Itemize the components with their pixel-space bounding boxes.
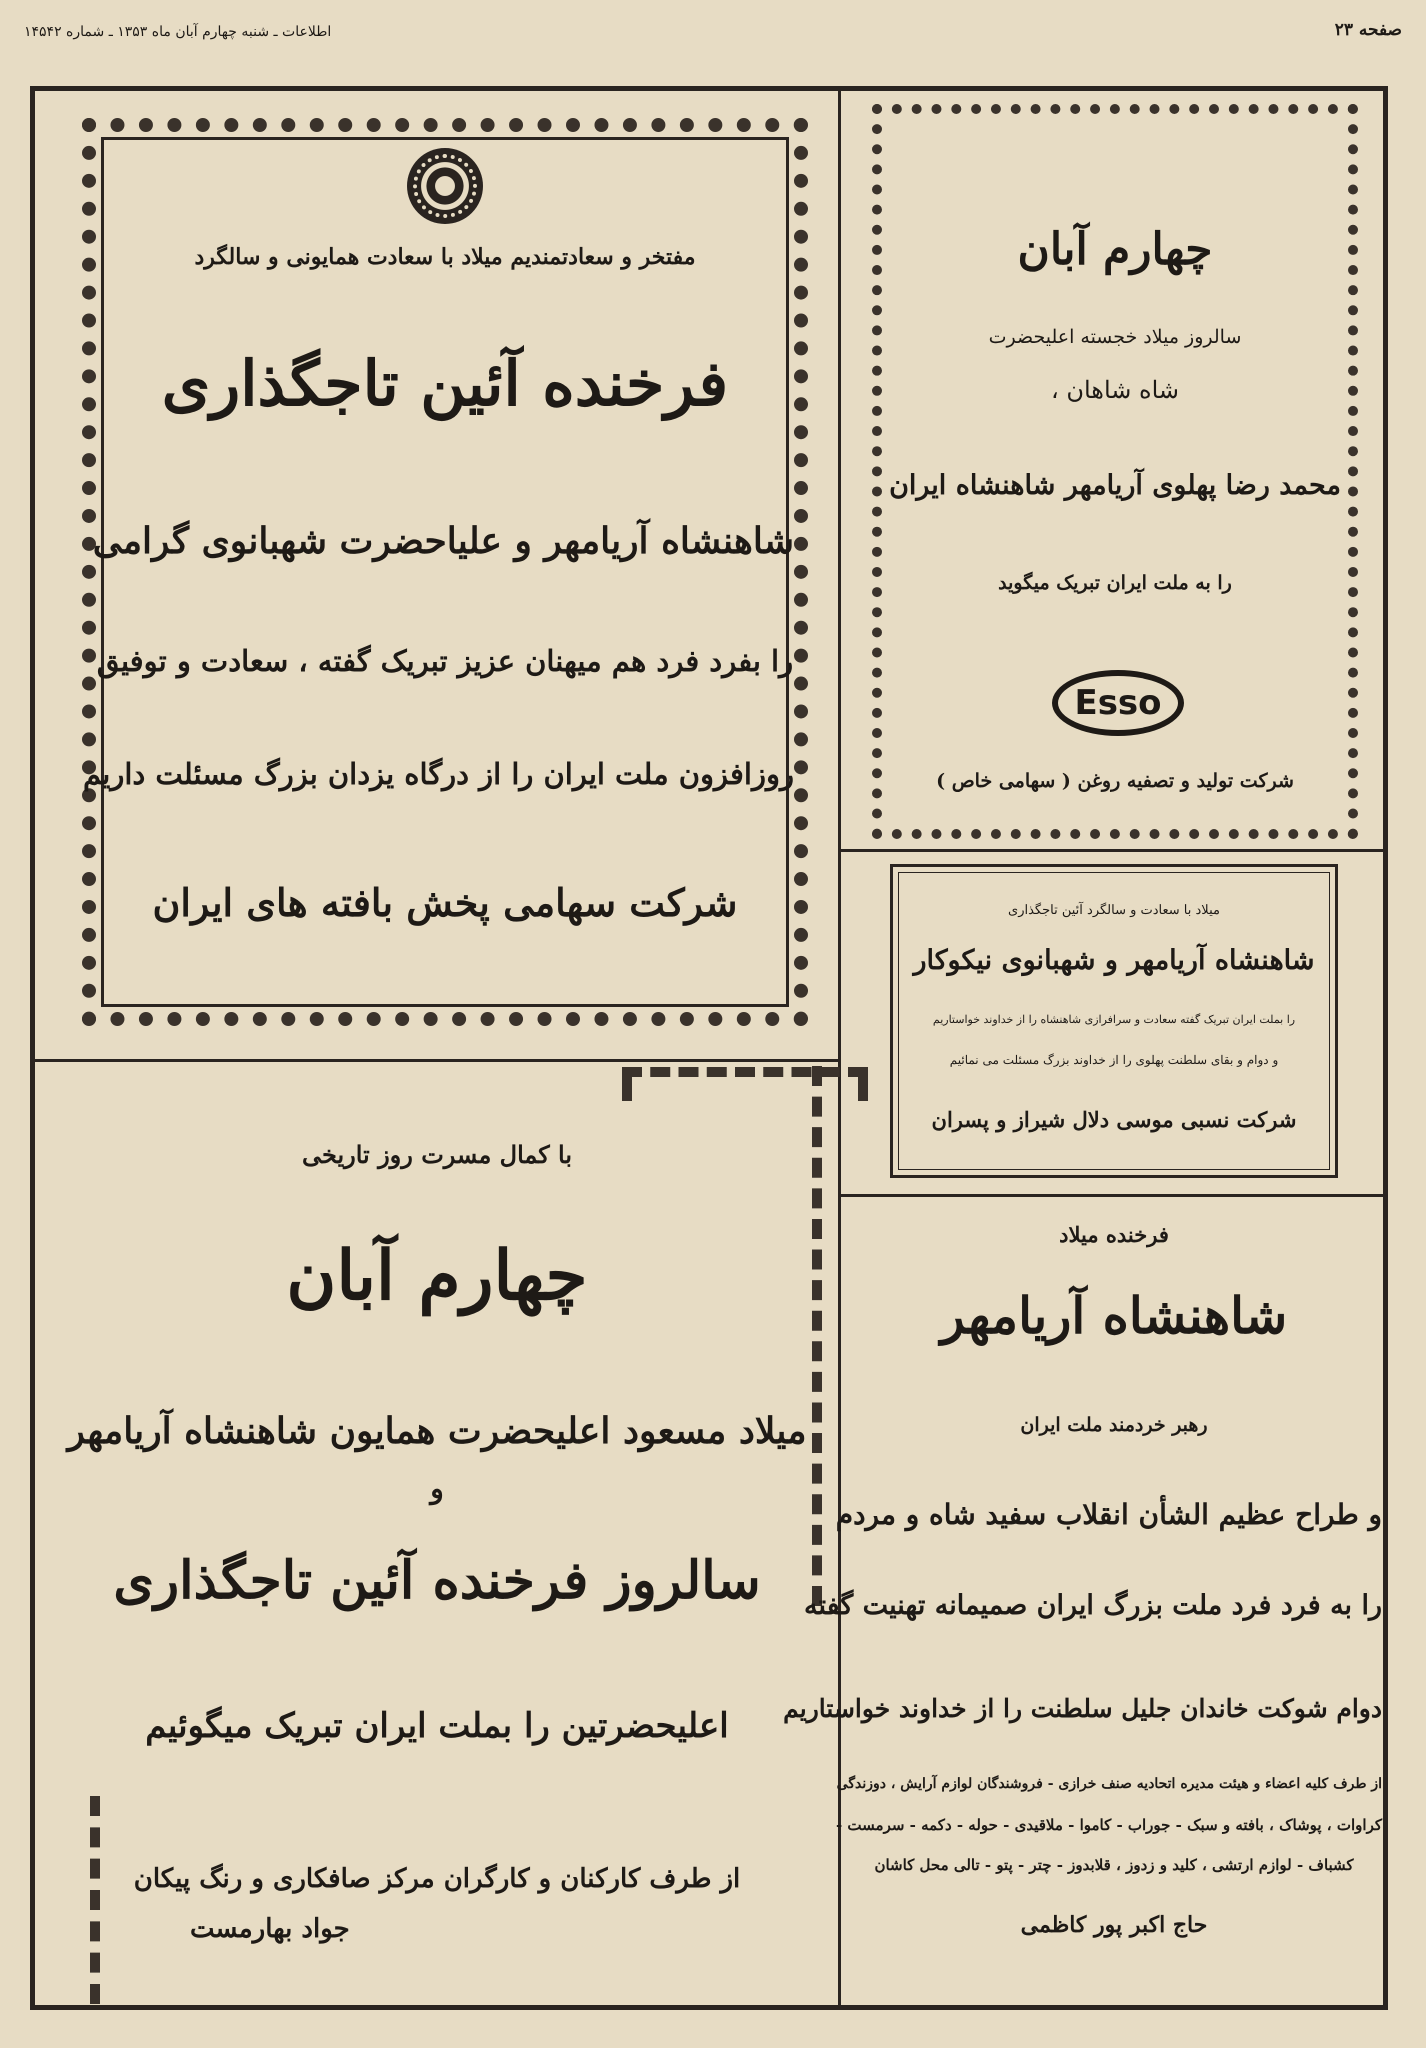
ad-moosavi: [890, 864, 1338, 1178]
ad-paykan-chain-left: [90, 1796, 122, 2004]
ad-moosavi-headline: شاهنشاه آریامهر و شهبانوی نیکوکار: [913, 945, 1315, 976]
ad-paykan-headline: چهارم آبان: [286, 1236, 588, 1316]
right-row-divider-2: [840, 1194, 1386, 1197]
ad-paykan-line2: سالروز فرخنده آئین تاجگذاری: [113, 1550, 761, 1611]
ad-kazemi: [783, 1200, 1382, 2006]
ad-moosavi-line1: را بملت ایران تبریک گفته سعادت و سرافرازی شاهنشاه را از خداوند خواستاریم: [932, 1013, 1296, 1026]
ad-kazemi-line3: دوام شوکت خاندان جلیل سلطنت را از خداوند خواستاریم: [783, 1694, 1382, 1723]
ad-esso-line1: سالروز میلاد خجسته اعلیحضرت: [988, 326, 1242, 348]
ad-kazemi-signature: حاج اکبر پور کاظمی: [1020, 1912, 1208, 1938]
ad-paykan: [40, 1066, 834, 2004]
ad-paykan-line3: اعلیحضرتین را بملت ایران تبریک میگوئیم: [145, 1706, 729, 1746]
ad-textile-intro: مفتخر و سعادتمندیم میلاد با سعادت همایونی و سالگرد: [194, 244, 696, 270]
ad-textile-headline: فرخنده آئین تاجگذاری: [161, 347, 729, 420]
ad-esso-signature: شرکت تولید و تصفیه روغن ( سهامی خاص ): [936, 770, 1294, 792]
ad-textile-company: [82, 118, 808, 1026]
ad-kazemi-members1: از طرف کلیه اعضاء و هیئت مدیره اتحادیه صنف خرازی - فروشندگان لوازم آرایش ، دوزندگی: [836, 1776, 1382, 1792]
left-row-divider: [34, 1059, 840, 1062]
ad-esso-line3: محمد رضا پهلوی آریامهر شاهنشاه ایران: [889, 470, 1341, 501]
ad-textile-signature: شرکت سهامی پخش بافته های ایران: [152, 880, 738, 925]
ad-textile-line1: شاهنشاه آریامهر و علیاحضرت شهبانوی گرامی: [92, 520, 794, 562]
ad-paykan-line1: میلاد مسعود اعلیحضرت همایون شاهنشاه آریامهر: [67, 1410, 807, 1452]
ad-paykan-intro: با کمال مسرت روز تاریخی: [301, 1140, 573, 1169]
ad-moosavi-intro: میلاد با سعادت و سالگرد آئین تاجگذاری: [1008, 903, 1220, 918]
ad-kazemi-members2: کراوات ، پوشاک ، بافته و سبک - جوراب - کاموا - ملاقیدی - حوله - دکمه - سرمست -: [835, 1816, 1382, 1834]
esso-logo: Esso: [1052, 670, 1184, 736]
issue-line: اطلاعات ـ شنبه چهارم آبان ماه ۱۳۵۳ ـ شماره ۱۴۵۴۲: [24, 24, 332, 40]
ad-esso-line4: را به ملت ایران تبریک میگوید: [998, 572, 1232, 594]
ad-kazemi-subtitle: رهبر خردمند ملت ایران: [1020, 1414, 1208, 1436]
rosette-emblem-icon: [407, 148, 483, 224]
ad-kazemi-line2: را به فرد فرد ملت بزرگ ایران صمیمانه تهنیت گفته: [804, 1590, 1382, 1621]
ad-paykan-signature: از طرف کارکنان و کارگران مرکز صافکاری و رنگ پیکان: [133, 1864, 741, 1894]
ad-textile-line3: روزافزون ملت ایران را از درگاه یزدان بزرگ مسئلت داریم: [82, 757, 794, 791]
ad-kazemi-line1: و طراح عظیم الشأن انقلاب سفید شاه و مردم: [835, 1498, 1382, 1531]
ad-moosavi-line2: و دوام و بقای سلطنت پهلوی را از خداوند بزرگ مسئلت می نمائیم: [949, 1053, 1279, 1067]
page-number: صفحه ۲۳: [1334, 20, 1402, 40]
ad-kazemi-headline: شاهنشاه آریامهر: [940, 1286, 1288, 1345]
ad-paykan-conj: و: [430, 1472, 444, 1505]
ad-kazemi-members3: کشباف - لوازم ارتشی ، کلید و زدوز ، قلابدوز - چتر - پتو - تالی محل کاشان: [874, 1856, 1354, 1874]
ad-esso-headline: چهارم آبان: [1017, 224, 1213, 275]
ad-kazemi-intro: فرخنده میلاد: [1059, 1222, 1169, 1247]
ad-textile-line2: را بفرد فرد هم میهنان عزیز تبریک گفته ، سعادت و توفیق: [96, 644, 794, 678]
ad-esso: [872, 104, 1358, 839]
ad-esso-line2: شاه شاهان ،: [1050, 376, 1179, 404]
ad-paykan-name: جواد بهارمست: [190, 1914, 350, 1944]
right-row-divider-1: [840, 849, 1386, 852]
ad-moosavi-signature: شرکت نسبی موسی دلال شیراز و پسران: [931, 1107, 1297, 1132]
